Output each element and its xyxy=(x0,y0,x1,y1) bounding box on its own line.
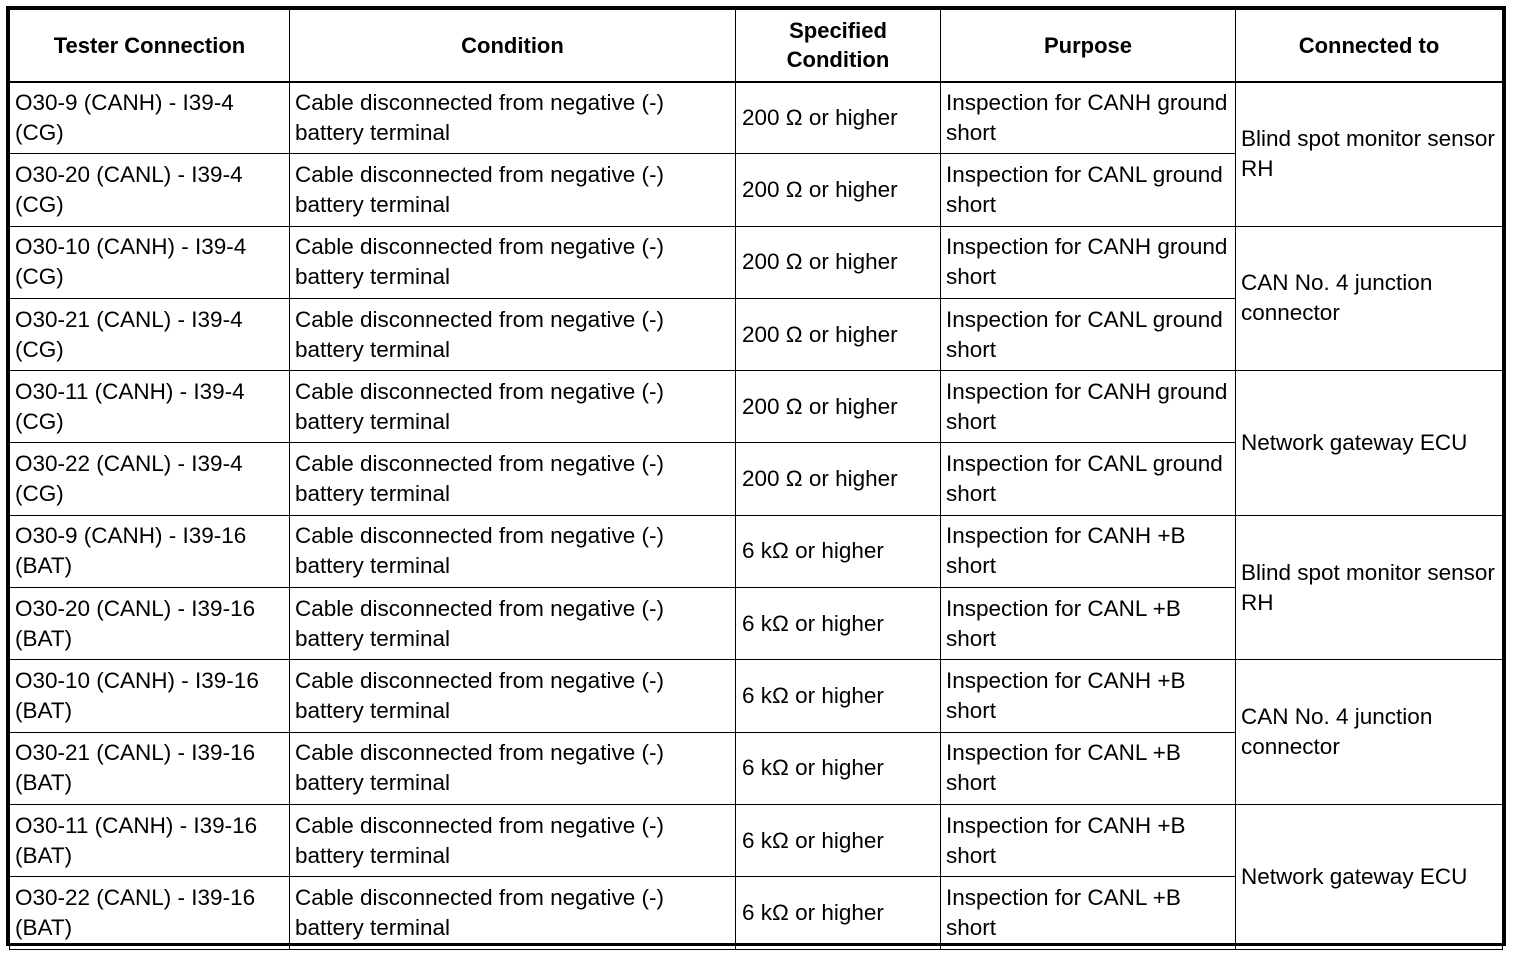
specified-condition-cell: 200 Ω or higher xyxy=(736,226,941,298)
tester-connection-cell: O30-20 (CANL) - I39-4 (CG) xyxy=(10,154,290,226)
tester-connection-cell: O30-9 (CANH) - I39-16 (BAT) xyxy=(10,515,290,587)
purpose-cell: Inspection for CANL +B short xyxy=(941,732,1236,804)
specified-condition-cell: 6 kΩ or higher xyxy=(736,732,941,804)
tester-connection-cell: O30-10 (CANH) - I39-4 (CG) xyxy=(10,226,290,298)
inspection-table xyxy=(9,9,1503,950)
tester-connection-cell: O30-10 (CANH) - I39-16 (BAT) xyxy=(10,660,290,732)
table-row xyxy=(10,804,1503,876)
inspection-table-frame xyxy=(6,6,1506,946)
condition-cell: Cable disconnected from negative (-) battery terminal xyxy=(290,82,736,154)
specified-condition-cell: 6 kΩ or higher xyxy=(736,588,941,660)
table-row xyxy=(10,226,1503,298)
table-row xyxy=(10,82,1503,154)
specified-condition-cell: 200 Ω or higher xyxy=(736,154,941,226)
tester-connection-cell: O30-20 (CANL) - I39-16 (BAT) xyxy=(10,588,290,660)
condition-cell: Cable disconnected from negative (-) battery terminal xyxy=(290,660,736,732)
connected-to-cell: CAN No. 4 junction connector xyxy=(1236,660,1503,805)
specified-condition-cell: 6 kΩ or higher xyxy=(736,660,941,732)
specified-condition-cell: 200 Ω or higher xyxy=(736,82,941,154)
connected-to-cell: Network gateway ECU xyxy=(1236,371,1503,516)
table-row xyxy=(10,371,1503,443)
header-connected-to: Connected to xyxy=(1236,10,1503,82)
purpose-cell: Inspection for CANL +B short xyxy=(941,877,1236,949)
table-row xyxy=(10,660,1503,732)
connected-to-cell: Network gateway ECU xyxy=(1236,804,1503,949)
condition-cell: Cable disconnected from negative (-) battery terminal xyxy=(290,732,736,804)
tester-connection-cell: O30-11 (CANH) - I39-16 (BAT) xyxy=(10,804,290,876)
tester-connection-cell: O30-21 (CANL) - I39-16 (BAT) xyxy=(10,732,290,804)
purpose-cell: Inspection for CANH ground short xyxy=(941,82,1236,154)
header-purpose: Purpose xyxy=(941,10,1236,82)
specified-condition-cell: 6 kΩ or higher xyxy=(736,515,941,587)
purpose-cell: Inspection for CANH +B short xyxy=(941,804,1236,876)
tester-connection-cell: O30-21 (CANL) - I39-4 (CG) xyxy=(10,298,290,370)
header-tester-connection: Tester Connection xyxy=(10,10,290,82)
condition-cell: Cable disconnected from negative (-) battery terminal xyxy=(290,154,736,226)
tester-connection-cell: O30-22 (CANL) - I39-4 (CG) xyxy=(10,443,290,515)
purpose-cell: Inspection for CANL ground short xyxy=(941,443,1236,515)
condition-cell: Cable disconnected from negative (-) battery terminal xyxy=(290,226,736,298)
connected-to-cell: Blind spot monitor sensor RH xyxy=(1236,82,1503,227)
purpose-cell: Inspection for CANH ground short xyxy=(941,371,1236,443)
tester-connection-cell: O30-22 (CANL) - I39-16 (BAT) xyxy=(10,877,290,949)
specified-condition-cell: 6 kΩ or higher xyxy=(736,804,941,876)
condition-cell: Cable disconnected from negative (-) battery terminal xyxy=(290,588,736,660)
tester-connection-cell: O30-11 (CANH) - I39-4 (CG) xyxy=(10,371,290,443)
condition-cell: Cable disconnected from negative (-) battery terminal xyxy=(290,877,736,949)
purpose-cell: Inspection for CANH +B short xyxy=(941,515,1236,587)
purpose-cell: Inspection for CANL +B short xyxy=(941,588,1236,660)
condition-cell: Cable disconnected from negative (-) battery terminal xyxy=(290,298,736,370)
header-specified-condition: Specified Condition xyxy=(736,10,941,82)
condition-cell: Cable disconnected from negative (-) battery terminal xyxy=(290,515,736,587)
specified-condition-cell: 200 Ω or higher xyxy=(736,298,941,370)
connected-to-cell: Blind spot monitor sensor RH xyxy=(1236,515,1503,660)
header-row xyxy=(10,10,1503,82)
condition-cell: Cable disconnected from negative (-) battery terminal xyxy=(290,443,736,515)
specified-condition-cell: 6 kΩ or higher xyxy=(736,877,941,949)
tester-connection-cell: O30-9 (CANH) - I39-4 (CG) xyxy=(10,82,290,154)
connected-to-cell: CAN No. 4 junction connector xyxy=(1236,226,1503,371)
table-row xyxy=(10,515,1503,587)
header-condition: Condition xyxy=(290,10,736,82)
purpose-cell: Inspection for CANL ground short xyxy=(941,154,1236,226)
condition-cell: Cable disconnected from negative (-) battery terminal xyxy=(290,804,736,876)
purpose-cell: Inspection for CANL ground short xyxy=(941,298,1236,370)
purpose-cell: Inspection for CANH +B short xyxy=(941,660,1236,732)
condition-cell: Cable disconnected from negative (-) battery terminal xyxy=(290,371,736,443)
purpose-cell: Inspection for CANH ground short xyxy=(941,226,1236,298)
specified-condition-cell: 200 Ω or higher xyxy=(736,371,941,443)
specified-condition-cell: 200 Ω or higher xyxy=(736,443,941,515)
